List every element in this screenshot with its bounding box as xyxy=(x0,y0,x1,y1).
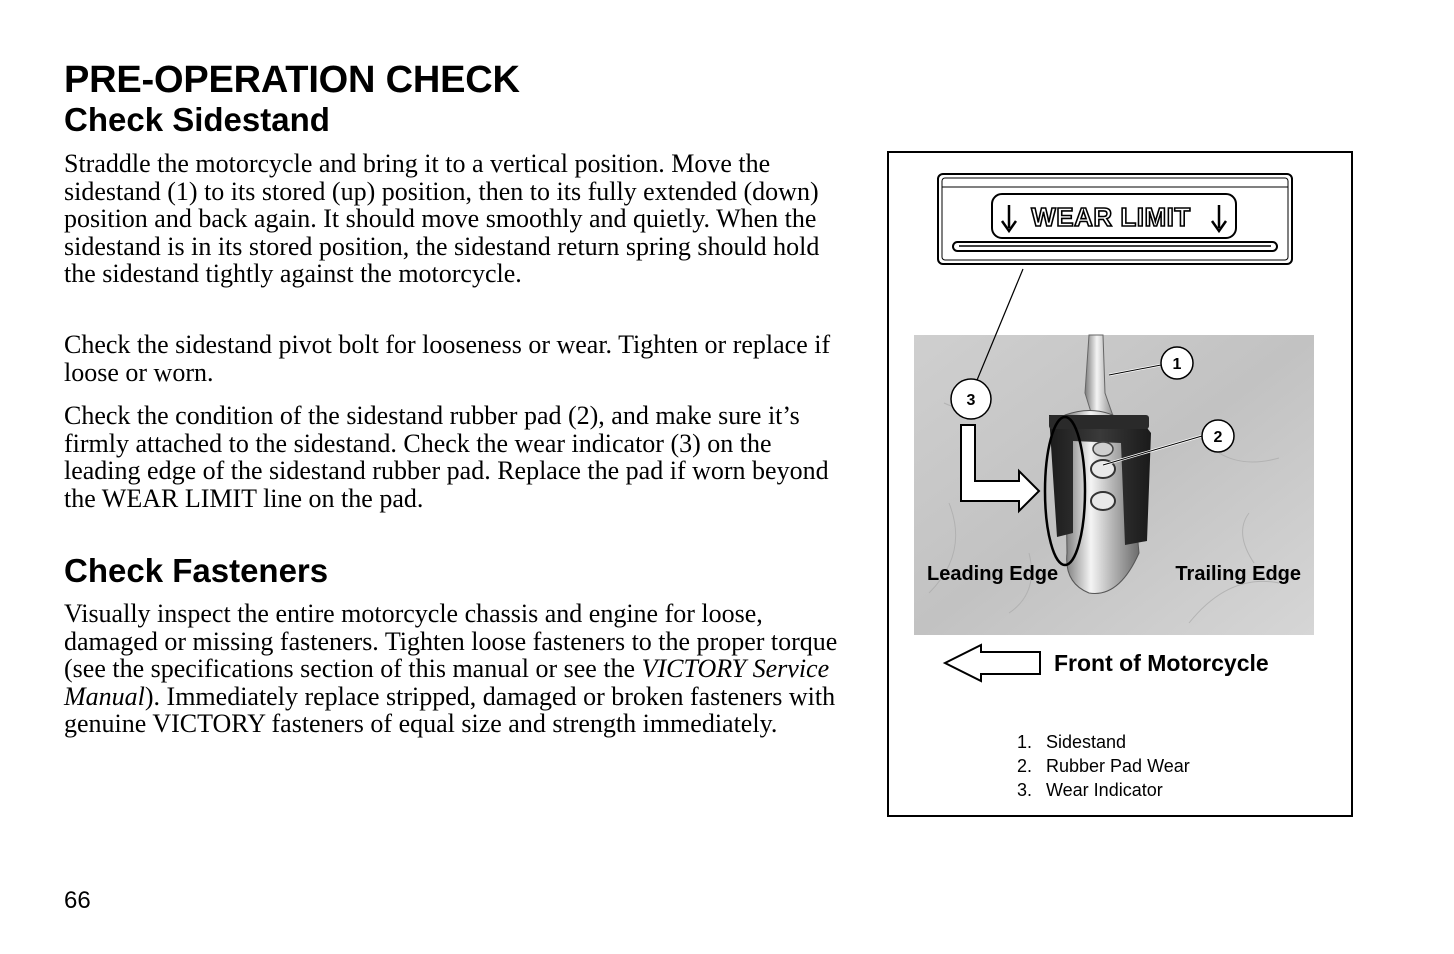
leading-edge-label: Leading Edge xyxy=(927,563,1059,585)
section-heading-sidestand: Check Sidestand xyxy=(64,101,330,138)
figure-illustration xyxy=(889,153,1351,815)
section-heading-fasteners: Check Fasteners xyxy=(64,552,329,589)
page-number: 66 xyxy=(64,887,91,914)
sidestand-paragraph-3: Check the condition of the sidestand rubber pad (2), and make sure it’s firmly attached to the sidestand. Check the wear indicator (3) on the leading edge of the sidestand rubber pad. Replace the pad if worn beyond the WEAR LIMIT line on the pad. xyxy=(64,401,829,513)
callout-2 xyxy=(1202,420,1234,452)
service-manual-title: VICTORY Service Manual xyxy=(64,654,830,711)
svg-text:2: 2 xyxy=(1213,429,1223,446)
sidestand-figure xyxy=(887,151,1353,817)
figure-legend xyxy=(1017,730,1190,802)
wear-limit-pad-drawing xyxy=(938,174,1292,264)
callout-1 xyxy=(1161,347,1193,379)
svg-text:3: 3 xyxy=(966,392,976,409)
fasteners-paragraph xyxy=(64,600,854,738)
front-of-motorcycle-label: Front of Motorcycle xyxy=(1054,650,1269,676)
legend-item: 2. Rubber Pad Wear xyxy=(1017,756,1190,776)
trailing-edge-label: Trailing Edge xyxy=(1175,563,1301,585)
fasteners-text-start: Visually inspect the entire motorcycle chassis and engine for loose, damaged or missing fasteners. Tighten loose fasteners to the proper torque (see the specifications section of this manual or see the xyxy=(64,599,838,684)
wear-limit-label: WEAR LIMIT xyxy=(1031,202,1191,232)
callout-3 xyxy=(951,379,991,419)
fasteners-text-end: ). Immediately replace stripped, damaged or broken fasteners with genuine VICTORY fasteners of equal size and strength immediately. xyxy=(64,681,836,739)
left-arrow-icon xyxy=(945,645,1040,681)
legend-item: 1. Sidestand xyxy=(1017,732,1127,752)
sidestand-paragraph-1: Straddle the motorcycle and bring it to a vertical position. Move the sidestand (1) to its stored (up) position, then to its fully extended (down) position and back again. It should move smoothly and quietly. When the sidestand is in its stored position, the sidestand return spring should hold the sidestand tightly against the motorcycle. xyxy=(64,149,820,289)
page-title: PRE-OPERATION CHECK xyxy=(64,59,520,101)
svg-text:1: 1 xyxy=(1172,356,1182,373)
sidestand-paragraph-2: Check the sidestand pivot bolt for looseness or wear. Tighten or replace if loose or worn. xyxy=(64,330,831,387)
legend-item: 3. Wear Indicator xyxy=(1017,780,1163,800)
